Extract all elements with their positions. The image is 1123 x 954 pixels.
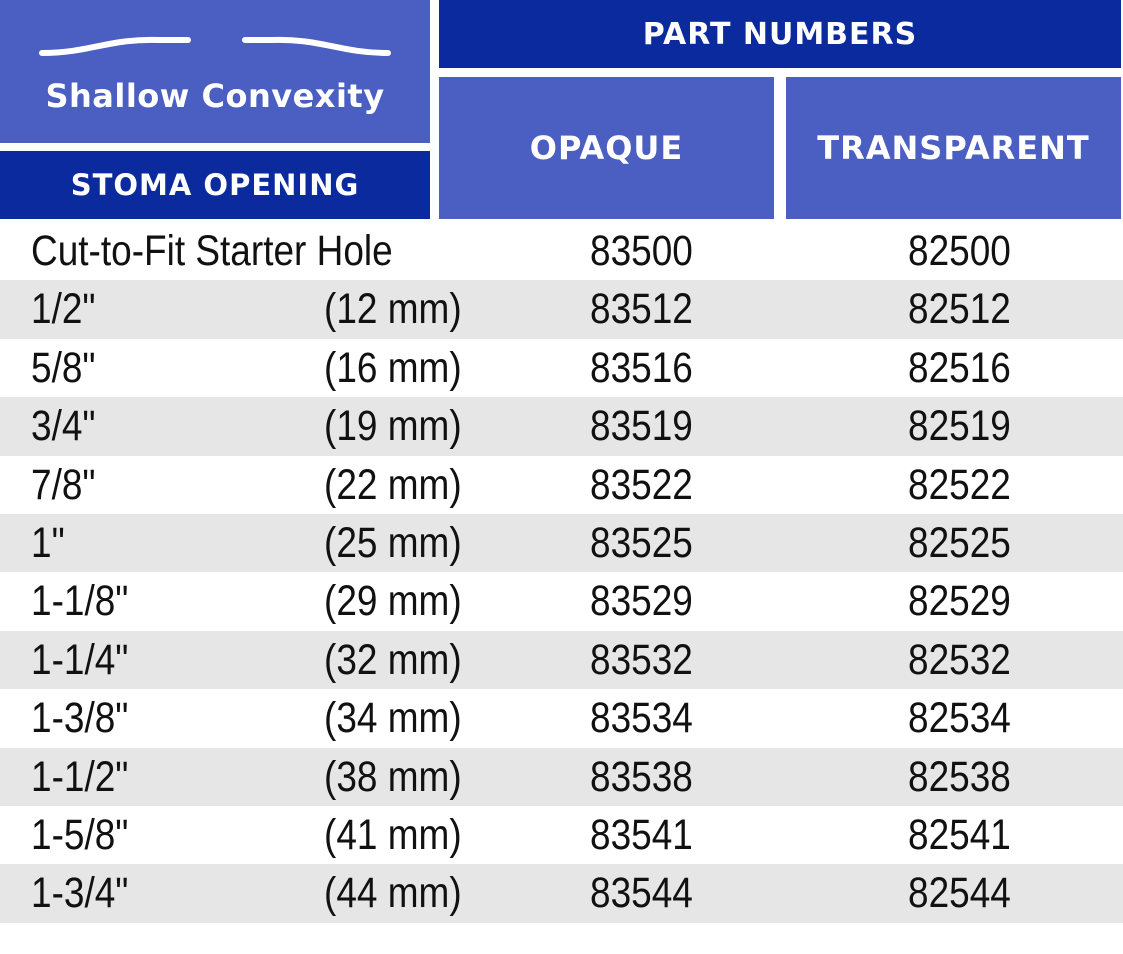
opaque-part-number: 83525 <box>590 518 693 567</box>
transparent-part-number: 82519 <box>908 402 1011 451</box>
size-cell: 7/8" <box>31 460 96 509</box>
table-row <box>0 339 1123 397</box>
size-cell: 3/4" <box>31 402 96 451</box>
transparent-part-number: 82534 <box>908 694 1011 743</box>
opaque-part-number: 83541 <box>590 810 693 859</box>
opaque-part-number: 83516 <box>590 343 693 392</box>
opaque-part-number: 83522 <box>590 460 693 509</box>
stoma-opening-label: STOMA OPENING <box>70 168 360 202</box>
mm-cell: (12 mm) <box>324 285 462 334</box>
table-row <box>0 280 1123 338</box>
transparent-part-number: 82525 <box>908 518 1011 567</box>
transparent-part-number: 82512 <box>908 285 1011 334</box>
mm-cell: (32 mm) <box>324 635 462 684</box>
part-numbers-label: PART NUMBERS <box>642 16 918 52</box>
size-cell: 5/8" <box>31 343 96 392</box>
opaque-part-number: 83529 <box>590 577 693 626</box>
transparent-part-number: 82522 <box>908 460 1011 509</box>
transparent-header <box>786 77 1121 219</box>
size-cell: 1/2" <box>31 285 96 334</box>
table-row <box>0 864 1123 922</box>
size-cell: 1" <box>31 518 65 567</box>
size-cell: 1-1/4" <box>31 635 129 684</box>
transparent-part-number: 82532 <box>908 635 1011 684</box>
size-cell: 1-3/8" <box>31 694 129 743</box>
mm-cell: (22 mm) <box>324 460 462 509</box>
convexity-label: Shallow Convexity <box>45 77 385 115</box>
table-row <box>0 572 1123 630</box>
table-row <box>0 397 1123 455</box>
table-row <box>0 748 1123 806</box>
opaque-label: OPAQUE <box>529 129 684 167</box>
opaque-part-number: 83544 <box>590 869 693 918</box>
size-cell: 1-3/4" <box>31 869 129 918</box>
transparent-part-number: 82541 <box>908 810 1011 859</box>
convexity-header <box>0 0 430 143</box>
table-row <box>0 631 1123 689</box>
part-numbers-header <box>439 0 1121 68</box>
mm-cell: (34 mm) <box>324 694 462 743</box>
table-row <box>0 806 1123 864</box>
part-number-table <box>0 222 1123 923</box>
table-row <box>0 456 1123 514</box>
transparent-part-number: 82500 <box>908 227 1011 275</box>
stoma-opening-header <box>0 151 430 219</box>
mm-cell: (38 mm) <box>324 752 462 801</box>
mm-cell: (41 mm) <box>324 810 462 859</box>
opaque-part-number: 83538 <box>590 752 693 801</box>
mm-cell: (25 mm) <box>324 518 462 567</box>
opaque-part-number: 83500 <box>590 227 693 275</box>
opaque-part-number: 83532 <box>590 635 693 684</box>
transparent-part-number: 82529 <box>908 577 1011 626</box>
opaque-part-number: 83512 <box>590 285 693 334</box>
mm-cell: (44 mm) <box>324 869 462 918</box>
opaque-header <box>439 77 774 219</box>
transparent-part-number: 82544 <box>908 869 1011 918</box>
transparent-part-number: 82538 <box>908 752 1011 801</box>
transparent-label: TRANSPARENT <box>817 129 1090 167</box>
mm-cell: (16 mm) <box>324 343 462 392</box>
table-row <box>0 514 1123 572</box>
size-cell: Cut-to-Fit Starter Hole <box>31 227 393 275</box>
size-cell: 1-5/8" <box>31 810 129 859</box>
table-row <box>0 689 1123 747</box>
transparent-part-number: 82516 <box>908 343 1011 392</box>
mm-cell: (19 mm) <box>324 402 462 451</box>
mm-cell: (29 mm) <box>324 577 462 626</box>
shallow-convexity-curve-icon <box>0 0 430 90</box>
table-row <box>0 222 1123 280</box>
opaque-part-number: 83534 <box>590 694 693 743</box>
size-cell: 1-1/2" <box>31 752 129 801</box>
opaque-part-number: 83519 <box>590 402 693 451</box>
size-cell: 1-1/8" <box>31 577 129 626</box>
